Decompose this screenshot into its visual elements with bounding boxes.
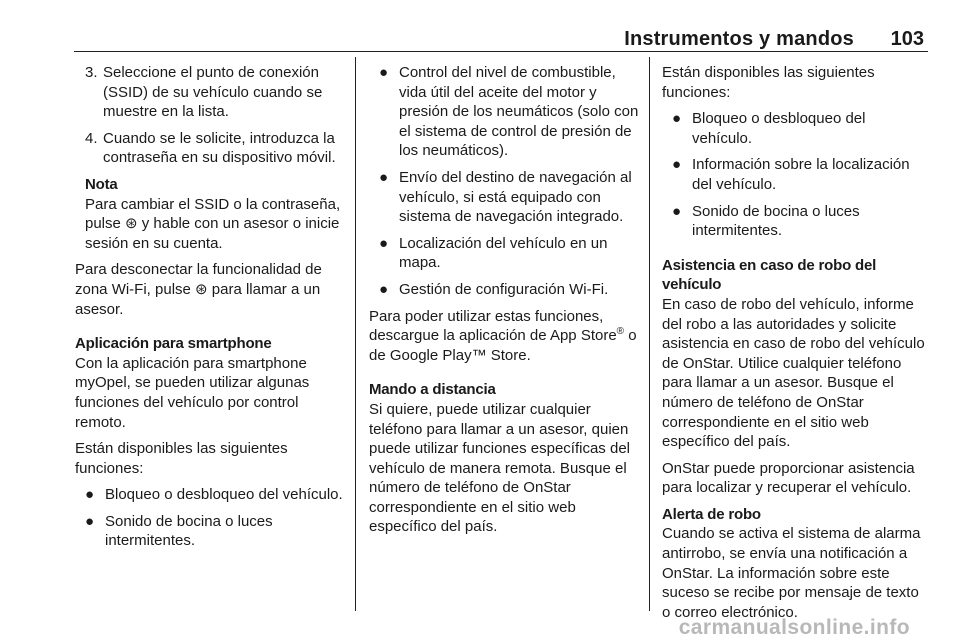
list-item-text: Envío del destino de navegación al vehículo, si está equipado con sistema de navegación integrado. (399, 168, 632, 226)
page-number: 103 (890, 28, 924, 50)
download-text-b: o de Google Play™ Store. (369, 327, 637, 364)
theft-text: En caso de robo del vehículo, informe del robo a las autoridades y solicite asistencia en caso de robo del vehículo de OnStar. Utilice cualquier teléfono para llamar a un asesor. Busque el número de teléfono de OnStar correspondiente en el sitio web específico del país. (662, 295, 925, 451)
column-divider-1 (355, 57, 356, 611)
list-item-text: Control del nivel de combustible, vida útil del aceite del motor y presión de los neumáticos (solo con el sistema de control de presión de los neumáticos). (399, 64, 639, 160)
list-item (75, 485, 347, 505)
column-divider-2 (649, 57, 650, 611)
disconnect-text: Para desconectar la funcionalidad de zona Wi-Fi, pulse ⊛ para llamar a un asesor. (75, 261, 322, 318)
remote-text: Si quiere, puede utilizar cualquier teléfono para llamar a un asesor, quien puede utilizar funciones específicas del vehículo de manera remota. Busque el número de teléfono de OnStar correspondiente en el sitio web específico del país. (369, 400, 630, 536)
chapter-title: Instrumentos y mandos (624, 28, 854, 50)
list-item (75, 512, 347, 551)
functions-intro: Están disponibles las siguientes funciones: (75, 440, 288, 477)
step-number: 3. (85, 64, 98, 81)
bullet-icon: ● (379, 168, 389, 186)
list-item-text: Localización del vehículo en un mapa. (399, 234, 608, 272)
bullet-icon: ● (672, 110, 682, 128)
note-text: Para cambiar el SSID o la contraseña, pulse ⊛ y hable con un asesor o inicie sesión en su cuenta. (85, 195, 341, 252)
theft-heading: Asistencia en caso de robo del vehículo (662, 256, 877, 294)
list-item (369, 280, 639, 300)
list-item-text: Bloqueo o desbloqueo del vehículo. (105, 486, 343, 504)
page-header (0, 0, 960, 56)
bullet-icon: ● (85, 486, 95, 504)
app-features-list (369, 63, 639, 300)
list-item (662, 155, 928, 194)
functions-list (662, 109, 928, 241)
download-text (369, 307, 639, 366)
header-rule (74, 51, 928, 52)
steps-list (75, 63, 347, 168)
column-2 (369, 63, 639, 544)
list-item-text: Información sobre la localización del vehículo. (692, 156, 910, 193)
step-text: Cuando se le solicite, introduzca la contraseña en su dispositivo móvil. (103, 129, 336, 167)
app-text: Con la aplicación para smartphone myOpel, se pueden utilizar algunas funciones del vehículo por control remoto. (75, 354, 310, 431)
bullet-icon: ● (672, 156, 682, 174)
theft-text-2: OnStar puede proporcionar asistencia para localizar y recuperar el vehículo. (662, 459, 915, 497)
bullet-icon: ● (85, 512, 95, 530)
download-text-a: Para poder utilizar estas funciones, descargue la aplicación de App Store (369, 307, 617, 345)
list-item-text: Sonido de bocina o luces intermitentes. (692, 202, 860, 240)
watermark: carmanualsonline.info (678, 616, 910, 639)
bullet-icon: ● (379, 280, 389, 298)
list-item (662, 109, 928, 148)
functions-intro: Están disponibles las siguientes funciones: (662, 64, 875, 101)
note-label: Nota (85, 175, 118, 193)
column-1 (75, 63, 347, 558)
registered-mark: ® (616, 326, 625, 338)
list-item-text: Bloqueo o desbloqueo del vehículo. (692, 110, 866, 147)
step-number: 4. (85, 129, 98, 147)
step-item (75, 129, 347, 168)
bullet-icon: ● (672, 202, 682, 220)
column-3 (662, 63, 928, 629)
remote-heading: Mando a distancia (369, 381, 496, 399)
step-text: Seleccione el punto de conexión (SSID) de su vehículo cuando se muestre en la lista. (103, 64, 323, 121)
list-item (369, 168, 639, 227)
alarm-text: Cuando se activa el sistema de alarma antirrobo, se envía una notificación a OnStar. La información sobre este suceso se recibe por mensaje de texto o correo electrónico. (662, 525, 921, 621)
list-item-text: Sonido de bocina o luces intermitentes. (105, 512, 273, 550)
list-item-text: Gestión de configuración Wi-Fi. (399, 280, 609, 298)
step-item (75, 63, 347, 122)
functions-list (75, 485, 347, 551)
list-item (369, 234, 639, 273)
list-item (662, 202, 928, 241)
app-heading: Aplicación para smartphone (75, 335, 272, 353)
alarm-heading: Alerta de robo (662, 505, 761, 523)
list-item (369, 63, 639, 161)
bullet-icon: ● (379, 234, 389, 252)
bullet-icon: ● (379, 64, 389, 81)
